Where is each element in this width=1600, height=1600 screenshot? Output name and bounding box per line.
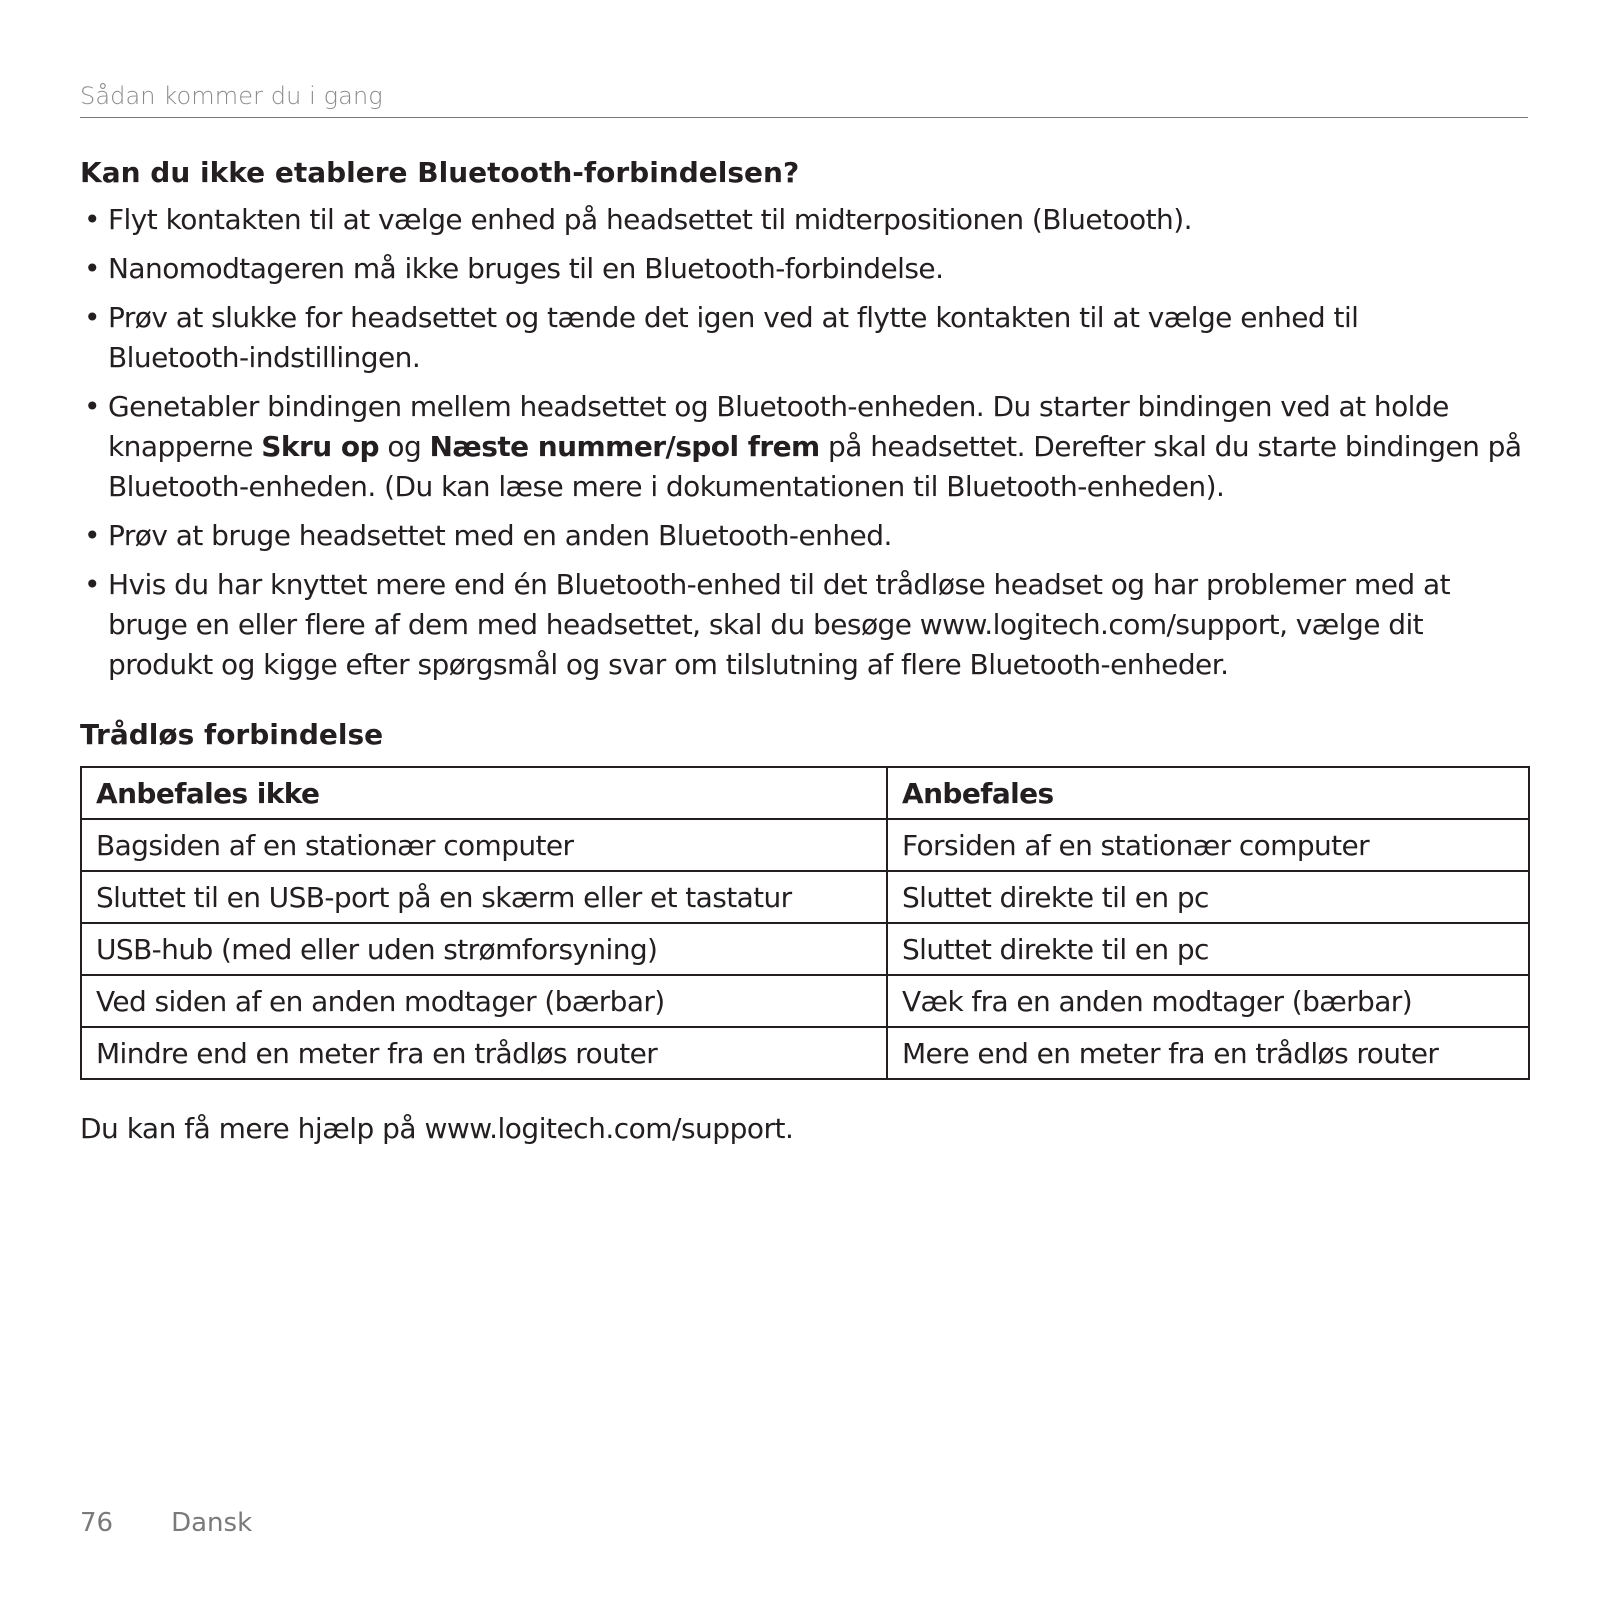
list-item xyxy=(80,516,1528,556)
table-cell: Sluttet direkte til en pc xyxy=(887,923,1529,975)
table-cell: Mere end en meter fra en trådløs router xyxy=(887,1027,1529,1079)
table-row xyxy=(81,871,1529,923)
table-header-row xyxy=(81,767,1529,819)
volume-up-button-label: Skru op xyxy=(261,430,380,463)
language-label: Dansk xyxy=(171,1508,253,1538)
wireless-placement-table xyxy=(80,766,1530,1080)
table-cell: Forsiden af en stationær computer xyxy=(887,819,1529,871)
list-item xyxy=(80,249,1528,289)
column-header-recommended: Anbefales xyxy=(887,767,1529,819)
table-cell: Væk fra en anden modtager (bærbar) xyxy=(887,975,1529,1027)
table-cell: Sluttet til en USB-port på en skærm eller et tastatur xyxy=(81,871,887,923)
running-header-title: Sådan kommer du i gang xyxy=(80,82,383,110)
column-header-not-recommended: Anbefales ikke xyxy=(81,767,887,819)
table-cell: Bagsiden af en stationær computer xyxy=(81,819,887,871)
next-track-button-label: Næste nummer/spol frem xyxy=(429,430,820,463)
bluetooth-heading: Kan du ikke etablere Bluetooth-forbindelsen? xyxy=(80,156,800,189)
table-cell: Mindre end en meter fra en trådløs router xyxy=(81,1027,887,1079)
table-row xyxy=(81,819,1529,871)
list-item xyxy=(80,565,1528,685)
running-header xyxy=(80,82,1528,118)
list-item-text: Prøv at slukke for headsettet og tænde det igen ved at flytte kontakten til at vælge enhed til Bluetooth-indstillingen. xyxy=(108,301,1359,374)
table-row xyxy=(81,1027,1529,1079)
help-note: Du kan få mere hjælp på www.logitech.com/support. xyxy=(80,1112,794,1145)
page-footer xyxy=(80,1508,252,1538)
list-item xyxy=(80,200,1528,240)
list-item-text: og xyxy=(379,430,430,463)
table-row xyxy=(81,975,1529,1027)
list-item xyxy=(80,387,1528,507)
list-item-text: på headsettet. Derefter skal du starte bindingen på Bluetooth-enheden. (Du kan læse mere i dokumentationen til Bluetooth-enheden). xyxy=(108,430,1522,503)
table-cell: USB-hub (med eller uden strømforsyning) xyxy=(81,923,887,975)
list-item-text: Genetabler bindingen mellem headsettet og Bluetooth-enheden. Du starter bindingen ved at holde knapperne xyxy=(108,390,1449,463)
wireless-heading: Trådløs forbindelse xyxy=(80,718,384,751)
list-item-text: Hvis du har knyttet mere end én Bluetooth-enhed til det trådløse headset og har problemer med at bruge en eller flere af dem med headsettet, skal du besøge www.logitech.com/support, vælge dit produkt og kigge efter spørgsmål og svar om tilslutning af flere Bluetooth-enheder. xyxy=(108,568,1451,681)
bluetooth-troubleshooting-list xyxy=(80,200,1528,694)
list-item xyxy=(80,298,1528,378)
table-row xyxy=(81,923,1529,975)
table-cell: Ved siden af en anden modtager (bærbar) xyxy=(81,975,887,1027)
list-item-text: Flyt kontakten til at vælge enhed på headsettet til midterpositionen (Bluetooth). xyxy=(108,203,1192,236)
page-number: 76 xyxy=(80,1508,114,1538)
table-cell: Sluttet direkte til en pc xyxy=(887,871,1529,923)
list-item-text: Nanomodtageren må ikke bruges til en Bluetooth-forbindelse. xyxy=(108,252,944,285)
list-item-text: Prøv at bruge headsettet med en anden Bluetooth-enhed. xyxy=(108,519,892,552)
